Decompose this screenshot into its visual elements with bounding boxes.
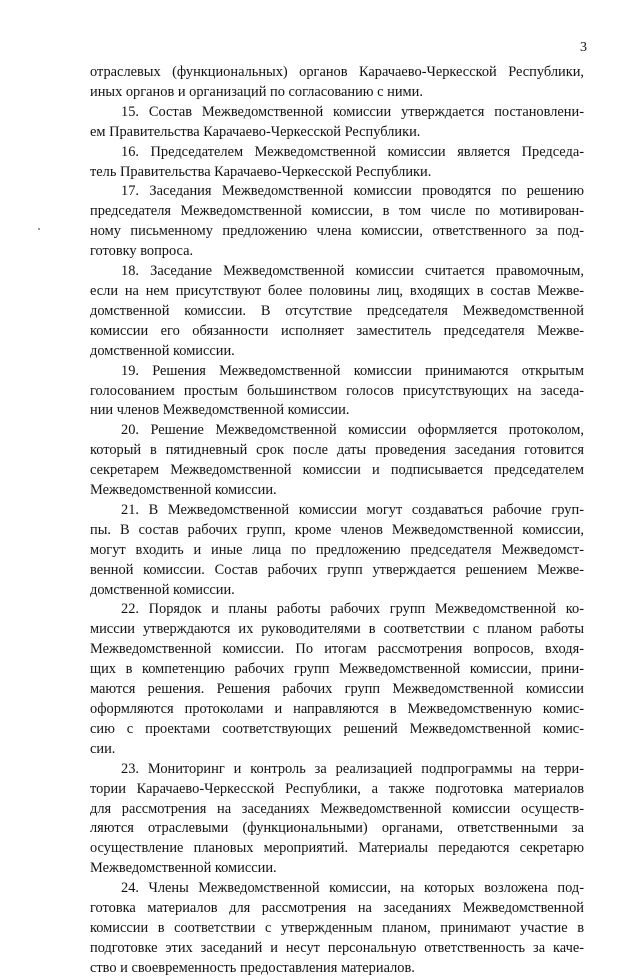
- text-line: ство и своевременность предоставления материалов.: [90, 959, 415, 976]
- paragraph: [90, 143, 584, 183]
- text-line: 16. Председателем Межведомственной комиссии является Председа-: [121, 143, 584, 160]
- paragraph: [90, 600, 584, 759]
- text-line: подготовке этих заседаний и несут персональную ответственность за каче-: [90, 939, 584, 956]
- text-line: могут входить и иные лица по предложению председателя Межведомст-: [90, 541, 584, 558]
- text-line: иных органов и организаций по согласованию с ними.: [90, 83, 423, 100]
- text-line: 17. Заседания Межведомственной комиссии проводятся по решению: [121, 183, 584, 200]
- paragraph: [90, 103, 584, 143]
- paragraph: [90, 879, 584, 979]
- text-line: Межведомственной комиссии.: [90, 482, 277, 499]
- text-line: 24. Члены Межведомственной комиссии, на которых возложена под-: [121, 880, 584, 897]
- text-line: председателя Межведомственной комиссии, в том числе по мотивирован-: [90, 203, 584, 220]
- text-line: если на нем присутствуют более половины лиц, входящих в состав Межве-: [90, 282, 584, 299]
- text-line: секретарем Межведомственной комиссии и подписывается председателем: [90, 462, 584, 479]
- paragraph: [90, 63, 584, 103]
- text-line: Межведомственной комиссии.: [90, 860, 277, 877]
- text-line: комиссии его обязанности исполняет заместитель председателя Межве-: [90, 322, 584, 339]
- text-line: домственной комиссии.: [90, 342, 235, 359]
- text-line: тель Правительства Карачаево-Черкесской Республики.: [90, 163, 432, 180]
- text-line: голосованием простым большинством голосов присутствующих на заседа-: [90, 382, 584, 399]
- text-line: 23. Мониторинг и контроль за реализацией подпрограммы на терри-: [121, 760, 584, 777]
- text-line: 20. Решение Межведомственной комиссии оформляется протоколом,: [121, 422, 584, 439]
- text-line: Межведомственной комиссии. По итогам рассмотрения вопросов, входя-: [90, 641, 584, 658]
- text-line: для рассмотрения на заседаниях Межведомственной комиссии осуществ-: [90, 800, 584, 817]
- text-line: комиссии в соответствии с утвержденным планом, принимают участие в: [90, 919, 584, 936]
- paragraph: [90, 362, 584, 422]
- margin-dot-mark: [38, 228, 40, 230]
- text-line: 22. Порядок и планы работы рабочих групп Межведомственной ко-: [121, 601, 584, 618]
- paragraph: [90, 760, 584, 879]
- text-line: готовка материалов для рассмотрения на заседаниях Межведомственной: [90, 900, 584, 917]
- text-line: ем Правительства Карачаево-Черкесской Республики.: [90, 123, 421, 140]
- paragraph: [90, 421, 584, 501]
- text-line: сию с проектами соответствующих решений Межведомственной комис-: [90, 720, 584, 737]
- paragraph: [90, 182, 584, 262]
- text-line: домственной комиссии.: [90, 581, 235, 598]
- text-line: который в пятидневный срок после даты проведения заседания готовится: [90, 442, 584, 459]
- text-line: 15. Состав Межведомственной комиссии утверждается постановлени-: [121, 103, 584, 120]
- text-line: ному письменному предложению члена комиссии, ответственного за под-: [90, 223, 584, 240]
- text-line: пы. В состав рабочих групп, кроме членов Межведомственной комиссии,: [90, 521, 584, 538]
- text-line: 18. Заседание Межведомственной комиссии считается правомочным,: [121, 263, 584, 280]
- page-number: 3: [580, 40, 587, 55]
- text-line: отраслевых (функциональных) органов Карачаево-Черкесской Республики,: [90, 64, 584, 80]
- text-line: 19. Решения Межведомственной комиссии принимаются открытым: [121, 362, 584, 379]
- text-line: 21. В Межведомственной комиссии могут создаваться рабочие груп-: [121, 501, 584, 518]
- text-line: маются решения. Решения рабочих групп Межведомственной комиссии: [90, 681, 584, 698]
- text-line: сии.: [90, 740, 116, 757]
- document-body: [90, 63, 584, 979]
- text-line: готовку вопроса.: [90, 243, 194, 260]
- text-line: щих в компетенцию рабочих групп Межведомственной комиссии, прини-: [90, 661, 584, 678]
- text-line: тории Карачаево-Черкесской Республики, а также подготовка материалов: [90, 780, 584, 797]
- text-line: осуществление плановых мероприятий. Материалы передаются секретарю: [90, 840, 584, 857]
- text-line: оформляются протоколами и направляются в Межведомственную комис-: [90, 701, 584, 717]
- text-line: нии членов Межведомственной комиссии.: [90, 402, 350, 419]
- paragraph: [90, 501, 584, 601]
- text-line: домственной комиссии. В отсутствие председателя Межведомственной: [90, 302, 584, 319]
- text-line: ляются отраслевыми (функциональными) органами, ответственными за: [90, 820, 584, 837]
- text-line: миссии утверждаются их руководителями в соответствии с планом работы: [90, 621, 584, 638]
- paragraph: [90, 262, 584, 362]
- text-line: венной комиссии. Состав рабочих групп утверждается решением Межве-: [90, 561, 584, 578]
